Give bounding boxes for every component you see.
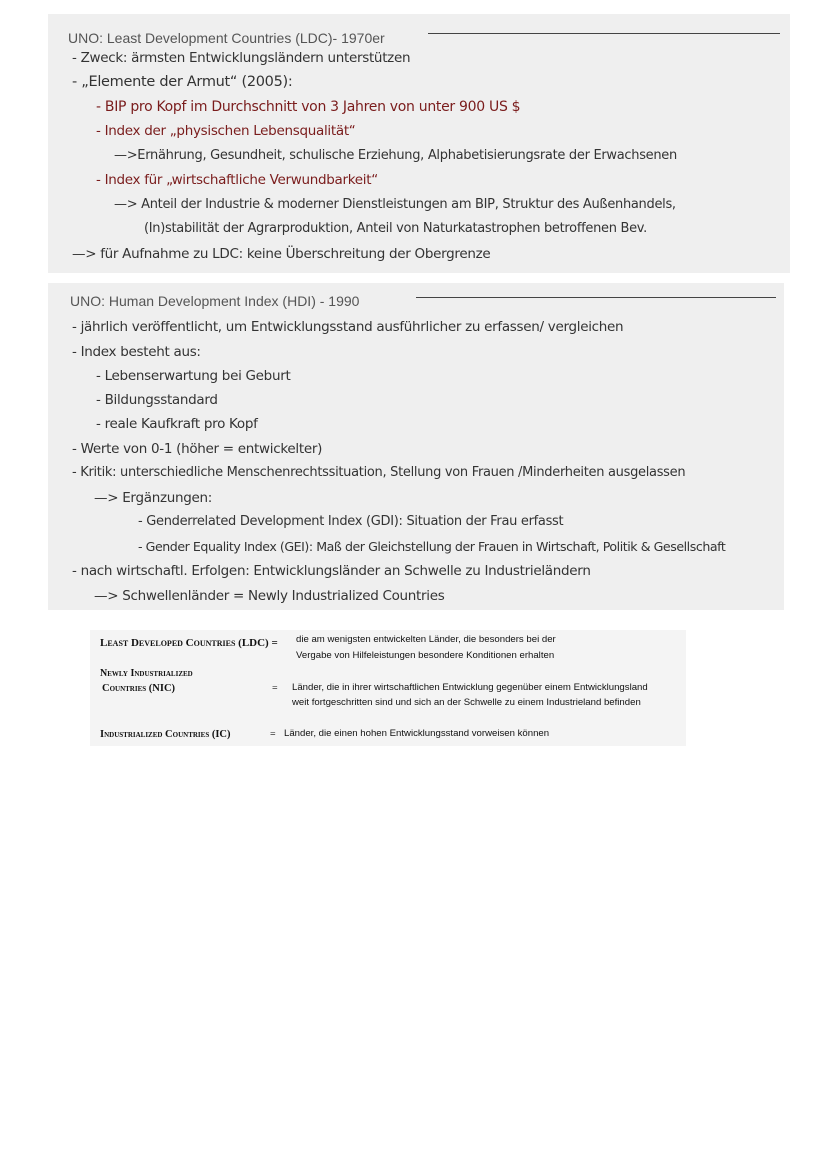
ldc-line-purpose: - Zweck: ärmsten Entwicklungsländern unterstützen <box>72 50 411 66</box>
ldc-line-vulnerability-detail-1: —> Anteil der Industrie & moderner Dienstleistungen am BIP, Struktur des Außenhandels, <box>114 197 676 212</box>
ldc-definition-2: Vergabe von Hilfeleistungen besondere Konditionen erhalten <box>296 650 555 661</box>
ldc-title-rule <box>428 33 780 34</box>
nic-definition-1: Länder, die in ihrer wirtschaftlichen Entwicklung gegenüber einem Entwicklungsland <box>292 682 648 693</box>
hdi-title: UNO: Human Development Index (HDI) - 1990 <box>70 293 360 309</box>
ldc-section <box>48 14 790 273</box>
ic-equals: = <box>270 729 276 740</box>
ic-term: Industrialized Countries (IC) <box>100 729 231 740</box>
hdi-line-thresholds: - nach wirtschaftl. Erfolgen: Entwicklungsländer an Schwelle zu Industrieländern <box>72 563 591 579</box>
hdi-line-gdi: - Genderrelated Development Index (GDI): Situation der Frau erfasst <box>138 514 564 529</box>
nic-equals: = <box>272 683 278 694</box>
ic-definition: Länder, die einen hohen Entwicklungsstand vorweisen können <box>284 728 550 739</box>
ldc-title: UNO: Least Development Countries (LDC)- 1970er <box>68 30 385 46</box>
nic-term-1: Newly Industrialized <box>100 668 193 679</box>
ldc-line-elements: - „Elemente der Armut“ (2005): <box>72 74 293 90</box>
nic-definition-2: weit fortgeschritten sind und sich an der Schwelle zu einem Industrieland befinden <box>292 697 641 708</box>
ldc-line-vulnerability-detail-2: (In)stabilität der Agrarproduktion, Anteil von Naturkatastrophen betroffenen Bev. <box>144 221 648 236</box>
ldc-definition-1: die am wenigsten entwickelten Länder, die besonders bei der <box>296 634 556 645</box>
hdi-line-emerging: —> Schwellenländer = Newly Industrialized Countries <box>94 588 445 604</box>
nic-term-2: Countries (NIC) <box>102 683 176 694</box>
ldc-term: Least Developed Countries (LDC) = <box>100 637 278 649</box>
ldc-line-admission: —> für Aufnahme zu LDC: keine Überschreitung der Obergrenze <box>72 246 491 262</box>
definitions-clipping <box>90 630 686 746</box>
hdi-line-published: - jährlich veröffentlicht, um Entwicklungsstand ausführlicher zu erfassen/ vergleichen <box>72 319 624 335</box>
hdi-line-criticism: - Kritik: unterschiedliche Menschenrechtssituation, Stellung von Frauen /Minderheiten ausgelassen <box>72 465 686 480</box>
hdi-line-gei: - Gender Equality Index (GEI): Maß der Gleichstellung der Frauen in Wirtschaft, Politik & Gesellschaft <box>138 539 726 554</box>
ldc-line-vulnerability-index: - Index für „wirtschaftliche Verwundbarkeit“ <box>96 172 378 188</box>
hdi-line-purchasing-power: - reale Kaufkraft pro Kopf <box>96 416 258 432</box>
ldc-line-gdp: - BIP pro Kopf im Durchschnitt von 3 Jahren von unter 900 US $ <box>96 99 521 115</box>
hdi-line-supplements: —> Ergänzungen: <box>94 490 213 506</box>
hdi-line-education: - Bildungsstandard <box>96 392 218 408</box>
hdi-title-rule <box>416 297 776 298</box>
hdi-line-life-expectancy: - Lebenserwartung bei Geburt <box>96 368 291 384</box>
hdi-section <box>48 283 784 610</box>
ldc-line-quality-index: - Index der „physischen Lebensqualität“ <box>96 123 356 139</box>
hdi-line-values: - Werte von 0-1 (höher = entwickelter) <box>72 441 323 457</box>
ldc-line-quality-detail: —>Ernährung, Gesundheit, schulische Erziehung, Alphabetisierungsrate der Erwachsenen <box>114 148 677 163</box>
hdi-line-consists: - Index besteht aus: <box>72 344 201 360</box>
